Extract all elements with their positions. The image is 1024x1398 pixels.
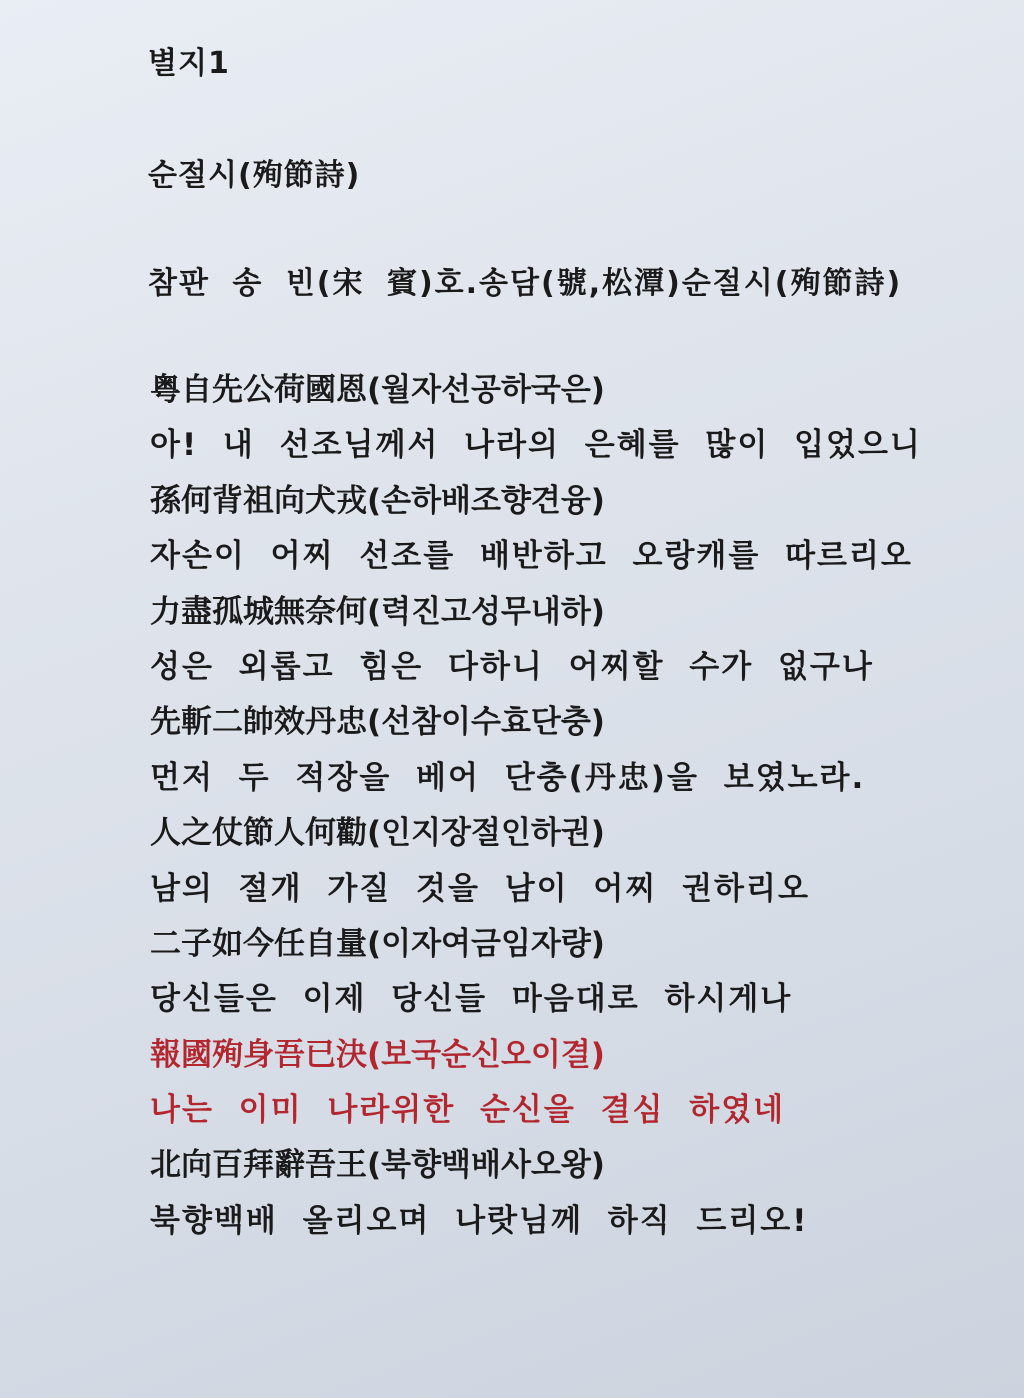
poem-line: 先斬二帥效丹忠(선참이수효단충) xyxy=(150,704,605,741)
poem-line: 力盡孤城無奈何(력진고성무내하) xyxy=(150,593,605,630)
poem-line: 자손이 어찌 선조를 배반하고 오랑캐를 따르리오 xyxy=(150,538,913,575)
poem-line: 아! 내 선조님께서 나라의 은혜를 많이 입었으니 xyxy=(150,427,922,464)
poem-line: 北向百拜辭吾王(북향백배사오왕) xyxy=(150,1147,605,1184)
poem-line: 당신들은 이제 당신들 마음대로 하시게나 xyxy=(150,981,793,1018)
poem-line: 人之仗節人何勸(인지장절인하권) xyxy=(150,815,605,852)
poem-line: 二子如今任自量(이자여금임자량) xyxy=(150,925,605,962)
poem-line: 성은 외롭고 힘은 다하니 어찌할 수가 없구나 xyxy=(150,648,874,685)
poem-body xyxy=(150,368,922,1254)
poem-line: 먼저 두 적장을 베어 단충(丹忠)을 보였노라. xyxy=(150,759,866,796)
poem-line: 나는 이미 나라위한 순신을 결심 하였네 xyxy=(150,1092,786,1129)
poem-line: 북향백배 올리오며 나랏님께 하직 드리오! xyxy=(150,1202,809,1239)
poem-line: 孫何背祖向犬戎(손하배조향견융) xyxy=(150,482,605,519)
poem-line: 남의 절개 가질 것을 남이 어찌 권하리오 xyxy=(150,870,810,907)
poem-line: 報國殉身吾已決(보국순신오이결) xyxy=(150,1036,605,1073)
attachment-label: 별지1 xyxy=(148,46,230,81)
author-line: 참판 송 빈(宋 賓)호.송담(號,松潭)순절시(殉節詩) xyxy=(148,266,903,301)
poem-line: 粤自先公荷國恩(월자선공하국은) xyxy=(150,372,605,408)
poem-title: 순절시(殉節詩) xyxy=(148,158,361,193)
